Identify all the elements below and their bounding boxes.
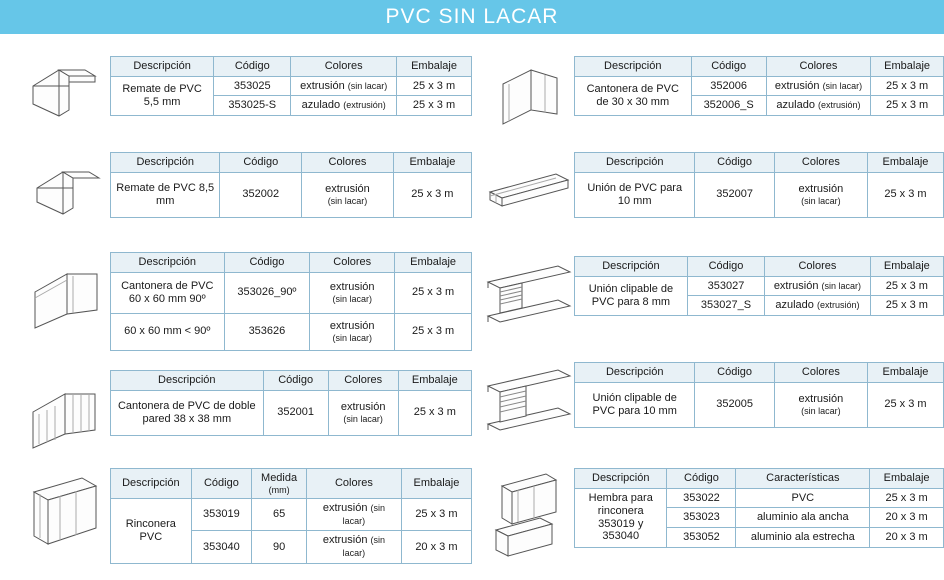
cell-embalaje: 20 x 3 m <box>401 531 471 563</box>
table-union-clipable-10 <box>574 362 944 428</box>
cell-embalaje: 25 x 3 m <box>870 276 943 296</box>
col-caracteristicas: Características <box>736 469 870 489</box>
cell-embalaje: 25 x 3 m <box>871 76 944 96</box>
remate-pvc-55-icon <box>18 56 110 126</box>
cell-codigo: 352006_S <box>691 96 766 116</box>
product-block-union-clipable-8 <box>482 256 944 342</box>
table-row <box>111 272 472 313</box>
union-clipable-10-icon <box>482 362 574 448</box>
product-block-rinconera <box>18 468 472 564</box>
cell-colores <box>766 76 870 96</box>
cell-codigo: 353019 <box>191 498 251 530</box>
col-codigo: Código <box>220 153 302 173</box>
cell-colores <box>307 498 402 530</box>
table-row <box>575 382 944 427</box>
colores-sub: (sin lacar) <box>347 80 388 91</box>
colores-text: extrusión <box>300 79 345 92</box>
col-codigo: Código <box>214 57 291 77</box>
colores-text: extrusión <box>325 183 370 196</box>
cell-codigo: 353025 <box>214 76 291 96</box>
col-codigo: Código <box>263 371 328 391</box>
cell-codigo: 353026_90º <box>224 272 310 313</box>
cell-colores <box>310 313 395 350</box>
colores-sub: (extrusión) <box>343 100 386 111</box>
cell-descripcion: Cantonera de PVC 60 x 60 mm 90º <box>111 272 225 313</box>
cell-embalaje: 25 x 3 m <box>871 96 944 116</box>
colores-sub: (extrusión) <box>818 100 861 111</box>
colores-sub: (sin lacar) <box>821 280 862 291</box>
cell-embalaje: 25 x 3 m <box>398 390 471 435</box>
table-header-row <box>575 363 944 383</box>
union-clipable-8-icon <box>482 256 574 342</box>
cell-codigo: 353027 <box>687 276 764 296</box>
right-column <box>472 40 944 580</box>
product-grid <box>0 40 944 580</box>
product-block-union-clipable-10 <box>482 362 944 448</box>
table-cantonera-60 <box>110 252 472 351</box>
col-colores: Colores <box>766 57 870 77</box>
col-descripcion: Descripción <box>111 371 264 391</box>
union-pvc-10-icon <box>482 152 574 222</box>
cell-embalaje: 25 x 3 m <box>397 96 472 116</box>
cell-colores <box>310 272 395 313</box>
colores-text: extrusión <box>773 279 819 292</box>
table-row <box>111 498 472 530</box>
table-header-row <box>111 153 472 173</box>
colores-sub: (sin lacar) <box>342 502 386 526</box>
cell-codigo: 353022 <box>667 488 736 508</box>
col-codigo: Código <box>687 257 764 277</box>
col-descripcion: Descripción <box>575 57 692 77</box>
table-row <box>575 276 944 296</box>
colores-text: extrusión <box>322 534 368 547</box>
cell-embalaje: 25 x 3 m <box>870 296 943 316</box>
col-codigo: Código <box>695 153 774 173</box>
col-codigo: Código <box>691 57 766 77</box>
colores-sub: (sin lacar) <box>343 413 383 424</box>
product-block-hembra-rinconera <box>482 468 944 568</box>
col-colores: Colores <box>328 371 398 391</box>
col-colores: Colores <box>310 253 395 273</box>
table-union-10 <box>574 152 944 218</box>
product-block-remate-85 <box>18 152 472 222</box>
cell-colores <box>774 382 867 427</box>
cell-descripcion: Unión clipable de PVC para 8 mm <box>575 276 688 315</box>
table-header-row <box>111 57 472 77</box>
cell-colores <box>291 96 397 116</box>
colores-sub: (sin lacar) <box>332 332 372 343</box>
col-descripcion: Descripción <box>111 469 192 499</box>
colores-sub: (sin lacar) <box>327 195 368 206</box>
col-embalaje: Embalaje <box>870 469 944 489</box>
product-block-remate-55 <box>18 56 472 126</box>
colores-text: extrusión <box>322 501 368 514</box>
col-codigo: Código <box>695 363 774 383</box>
cell-descripcion: Cantonera de PVC de 30 x 30 mm <box>575 76 692 115</box>
table-hembra-rinconera <box>574 468 944 548</box>
cell-descripcion: Remate de PVC 8,5 mm <box>111 172 220 217</box>
cantonera-doble-pared-icon <box>18 370 110 450</box>
cell-embalaje: 25 x 3 m <box>395 272 472 313</box>
colores-sub: (sin lacar) <box>801 405 841 416</box>
hembra-rinconera-icon <box>482 468 574 568</box>
cell-codigo: 352001 <box>263 390 328 435</box>
cell-embalaje: 25 x 3 m <box>867 382 943 427</box>
col-descripcion: Descripción <box>111 153 220 173</box>
table-header-row <box>111 253 472 273</box>
cell-caracteristicas: aluminio ala estrecha <box>736 527 870 547</box>
col-embalaje: Embalaje <box>393 153 471 173</box>
cell-codigo: 353027_S <box>687 296 764 316</box>
cell-embalaje: 25 x 3 m <box>393 172 471 217</box>
page-title: PVC SIN LACAR <box>385 5 559 28</box>
table-cantonera-doble <box>110 370 472 436</box>
table-union-clipable-8 <box>574 256 944 316</box>
col-embalaje: Embalaje <box>397 57 472 77</box>
cell-colores <box>302 172 394 217</box>
left-column <box>0 40 472 580</box>
colores-sub: (sin lacar) <box>342 535 386 558</box>
colores-text: extrusión <box>774 79 820 92</box>
col-colores: Colores <box>291 57 397 77</box>
col-medida-units: (mm) <box>268 484 290 495</box>
col-colores: Colores <box>774 153 867 173</box>
colores-sub: (sin lacar) <box>332 293 372 304</box>
colores-sub: (sin lacar) <box>801 195 841 206</box>
remate-pvc-85-icon <box>18 152 110 222</box>
col-descripcion: Descripción <box>111 253 225 273</box>
col-embalaje: Embalaje <box>867 153 943 173</box>
colores-sub: (extrusión) <box>816 300 860 311</box>
table-remate-55 <box>110 56 472 116</box>
col-descripcion: Descripción <box>575 469 667 489</box>
col-descripcion: Descripción <box>575 363 695 383</box>
col-medida <box>252 469 307 499</box>
colores-text: azulado <box>775 299 814 312</box>
cell-codigo: 352007 <box>695 172 774 217</box>
col-medida-label: Medida <box>261 472 298 484</box>
col-colores: Colores <box>302 153 394 173</box>
table-rinconera <box>110 468 472 564</box>
cell-colores <box>774 172 867 217</box>
colores-text: extrusión <box>798 183 844 196</box>
cell-codigo: 353040 <box>191 531 251 563</box>
cell-colores <box>291 76 397 96</box>
product-block-cantonera-30 <box>482 56 944 132</box>
product-block-union-10 <box>482 152 944 222</box>
col-embalaje: Embalaje <box>867 363 943 383</box>
col-descripcion: Descripción <box>111 57 214 77</box>
table-header-row <box>575 257 944 277</box>
table-header-row <box>111 469 472 499</box>
rinconera-pvc-icon <box>18 468 110 564</box>
cell-embalaje: 20 x 3 m <box>870 508 944 528</box>
cell-caracteristicas: aluminio ala ancha <box>736 508 870 528</box>
cell-colores <box>766 96 870 116</box>
page-banner <box>0 0 944 34</box>
table-header-row <box>111 371 472 391</box>
cell-codigo: 352005 <box>695 382 774 427</box>
colores-text: extrusión <box>329 281 375 294</box>
col-embalaje: Embalaje <box>870 257 943 277</box>
cell-descripcion: 60 x 60 mm < 90º <box>111 313 225 350</box>
cell-codigo: 352002 <box>220 172 302 217</box>
table-row <box>111 313 472 350</box>
cell-embalaje: 25 x 3 m <box>395 313 472 350</box>
cell-codigo: 352006 <box>691 76 766 96</box>
cell-medida: 90 <box>252 531 307 563</box>
colores-text: extrusión <box>798 393 844 406</box>
cell-embalaje: 25 x 3 m <box>867 172 943 217</box>
cell-embalaje: 25 x 3 m <box>401 498 471 530</box>
cell-caracteristicas: PVC <box>736 488 870 508</box>
col-colores: Colores <box>307 469 402 499</box>
table-row <box>111 76 472 96</box>
table-row <box>111 172 472 217</box>
colores-text: extrusión <box>340 401 386 414</box>
col-embalaje: Embalaje <box>401 469 471 499</box>
cell-descripcion: Unión clipable de PVC para 10 mm <box>575 382 695 427</box>
col-codigo: Código <box>191 469 251 499</box>
cell-embalaje: 20 x 3 m <box>870 527 944 547</box>
cell-medida: 65 <box>252 498 307 530</box>
colores-sub: (sin lacar) <box>822 80 863 91</box>
cell-colores <box>765 296 871 316</box>
cantonera-60-icon <box>18 252 110 332</box>
colores-text: azulado <box>776 99 815 112</box>
col-codigo: Código <box>224 253 310 273</box>
cell-codigo: 353025-S <box>214 96 291 116</box>
cell-embalaje: 25 x 3 m <box>397 76 472 96</box>
col-codigo: Código <box>667 469 736 489</box>
col-embalaje: Embalaje <box>871 57 944 77</box>
cell-colores <box>765 276 871 296</box>
cell-codigo: 353023 <box>667 508 736 528</box>
cell-descripcion: Unión de PVC para 10 mm <box>575 172 695 217</box>
cell-descripcion: Hembra para rinconera 353019 y 353040 <box>575 488 667 547</box>
col-embalaje: Embalaje <box>398 371 471 391</box>
cell-colores <box>328 390 398 435</box>
cell-descripcion: Rinconera PVC <box>111 498 192 563</box>
table-row <box>575 76 944 96</box>
cell-embalaje: 25 x 3 m <box>870 488 944 508</box>
cell-codigo: 353052 <box>667 527 736 547</box>
table-header-row <box>575 153 944 173</box>
table-row <box>575 172 944 217</box>
cell-descripcion: Cantonera de PVC de doble pared 38 x 38 mm <box>111 390 264 435</box>
col-colores: Colores <box>765 257 871 277</box>
cell-codigo: 353626 <box>224 313 310 350</box>
cell-colores <box>307 531 402 563</box>
table-remate-85 <box>110 152 472 218</box>
table-cantonera-30 <box>574 56 944 116</box>
cell-descripcion: Remate de PVC 5,5 mm <box>111 76 214 115</box>
col-embalaje: Embalaje <box>395 253 472 273</box>
table-row <box>111 390 472 435</box>
col-descripcion: Descripción <box>575 153 695 173</box>
cantonera-30-icon <box>482 56 574 132</box>
product-block-cantonera-60 <box>18 252 472 351</box>
product-block-cantonera-doble <box>18 370 472 450</box>
table-row <box>575 488 944 508</box>
colores-text: extrusión <box>329 320 375 333</box>
col-colores: Colores <box>774 363 867 383</box>
table-header-row <box>575 57 944 77</box>
table-header-row <box>575 469 944 489</box>
col-descripcion: Descripción <box>575 257 688 277</box>
colores-text: azulado <box>301 99 341 112</box>
